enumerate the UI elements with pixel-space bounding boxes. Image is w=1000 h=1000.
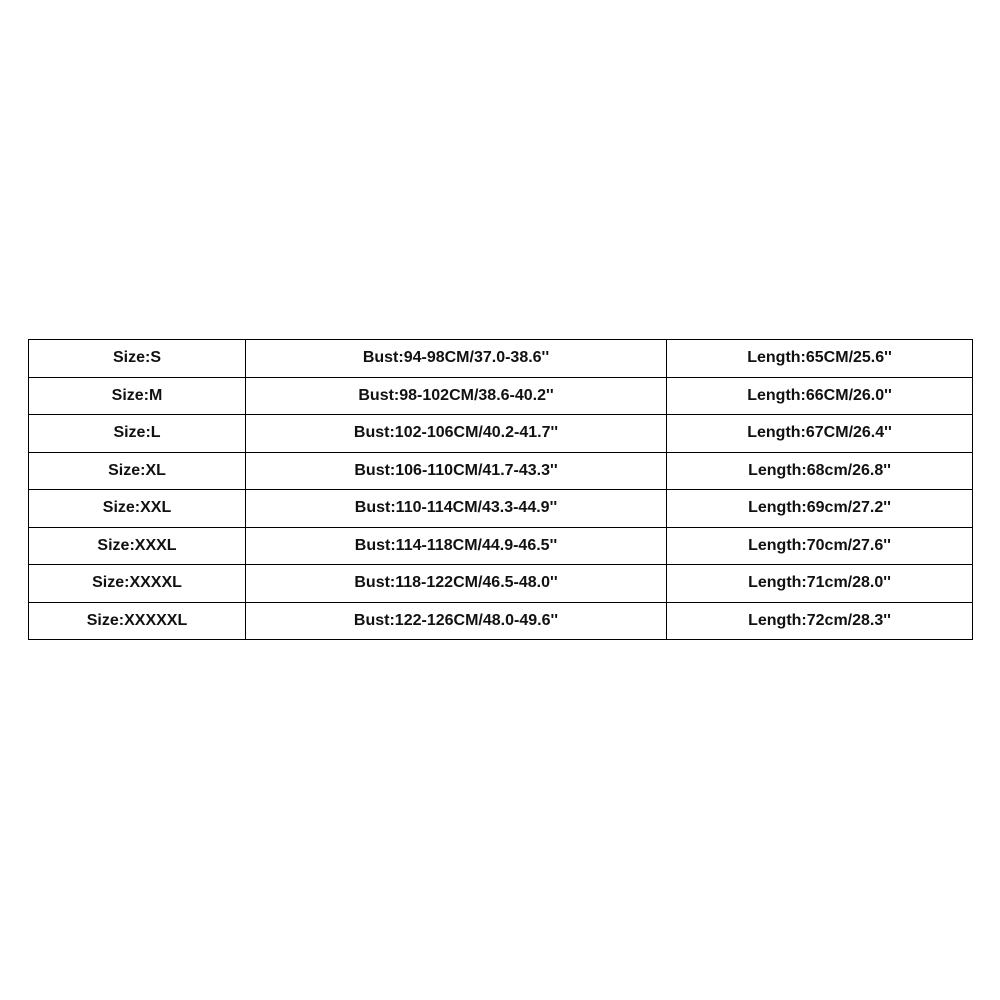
length-cell: Length:71cm/28.0'' xyxy=(667,565,973,603)
length-cell: Length:65CM/25.6'' xyxy=(667,340,973,378)
size-cell: Size:XXXXXL xyxy=(29,602,246,640)
size-cell: Size:XXXXL xyxy=(29,565,246,603)
table-row xyxy=(29,490,973,528)
length-cell: Length:66CM/26.0'' xyxy=(667,377,973,415)
bust-cell: Bust:118-122CM/46.5-48.0'' xyxy=(246,565,667,603)
size-cell: Size:XXXL xyxy=(29,527,246,565)
size-chart-body xyxy=(29,340,973,640)
bust-cell: Bust:106-110CM/41.7-43.3'' xyxy=(246,452,667,490)
size-cell: Size:S xyxy=(29,340,246,378)
bust-cell: Bust:102-106CM/40.2-41.7'' xyxy=(246,415,667,453)
size-cell: Size:XL xyxy=(29,452,246,490)
length-cell: Length:70cm/27.6'' xyxy=(667,527,973,565)
bust-cell: Bust:110-114CM/43.3-44.9'' xyxy=(246,490,667,528)
table-row xyxy=(29,340,973,378)
length-cell: Length:69cm/27.2'' xyxy=(667,490,973,528)
table-row xyxy=(29,377,973,415)
bust-cell: Bust:114-118CM/44.9-46.5'' xyxy=(246,527,667,565)
bust-cell: Bust:98-102CM/38.6-40.2'' xyxy=(246,377,667,415)
size-cell: Size:M xyxy=(29,377,246,415)
table-row xyxy=(29,527,973,565)
size-cell: Size:L xyxy=(29,415,246,453)
table-row xyxy=(29,565,973,603)
bust-cell: Bust:94-98CM/37.0-38.6'' xyxy=(246,340,667,378)
size-cell: Size:XXL xyxy=(29,490,246,528)
table-row xyxy=(29,452,973,490)
length-cell: Length:68cm/26.8'' xyxy=(667,452,973,490)
bust-cell: Bust:122-126CM/48.0-49.6'' xyxy=(246,602,667,640)
table-row xyxy=(29,415,973,453)
size-chart-table xyxy=(28,339,973,640)
table-row xyxy=(29,602,973,640)
length-cell: Length:72cm/28.3'' xyxy=(667,602,973,640)
length-cell: Length:67CM/26.4'' xyxy=(667,415,973,453)
